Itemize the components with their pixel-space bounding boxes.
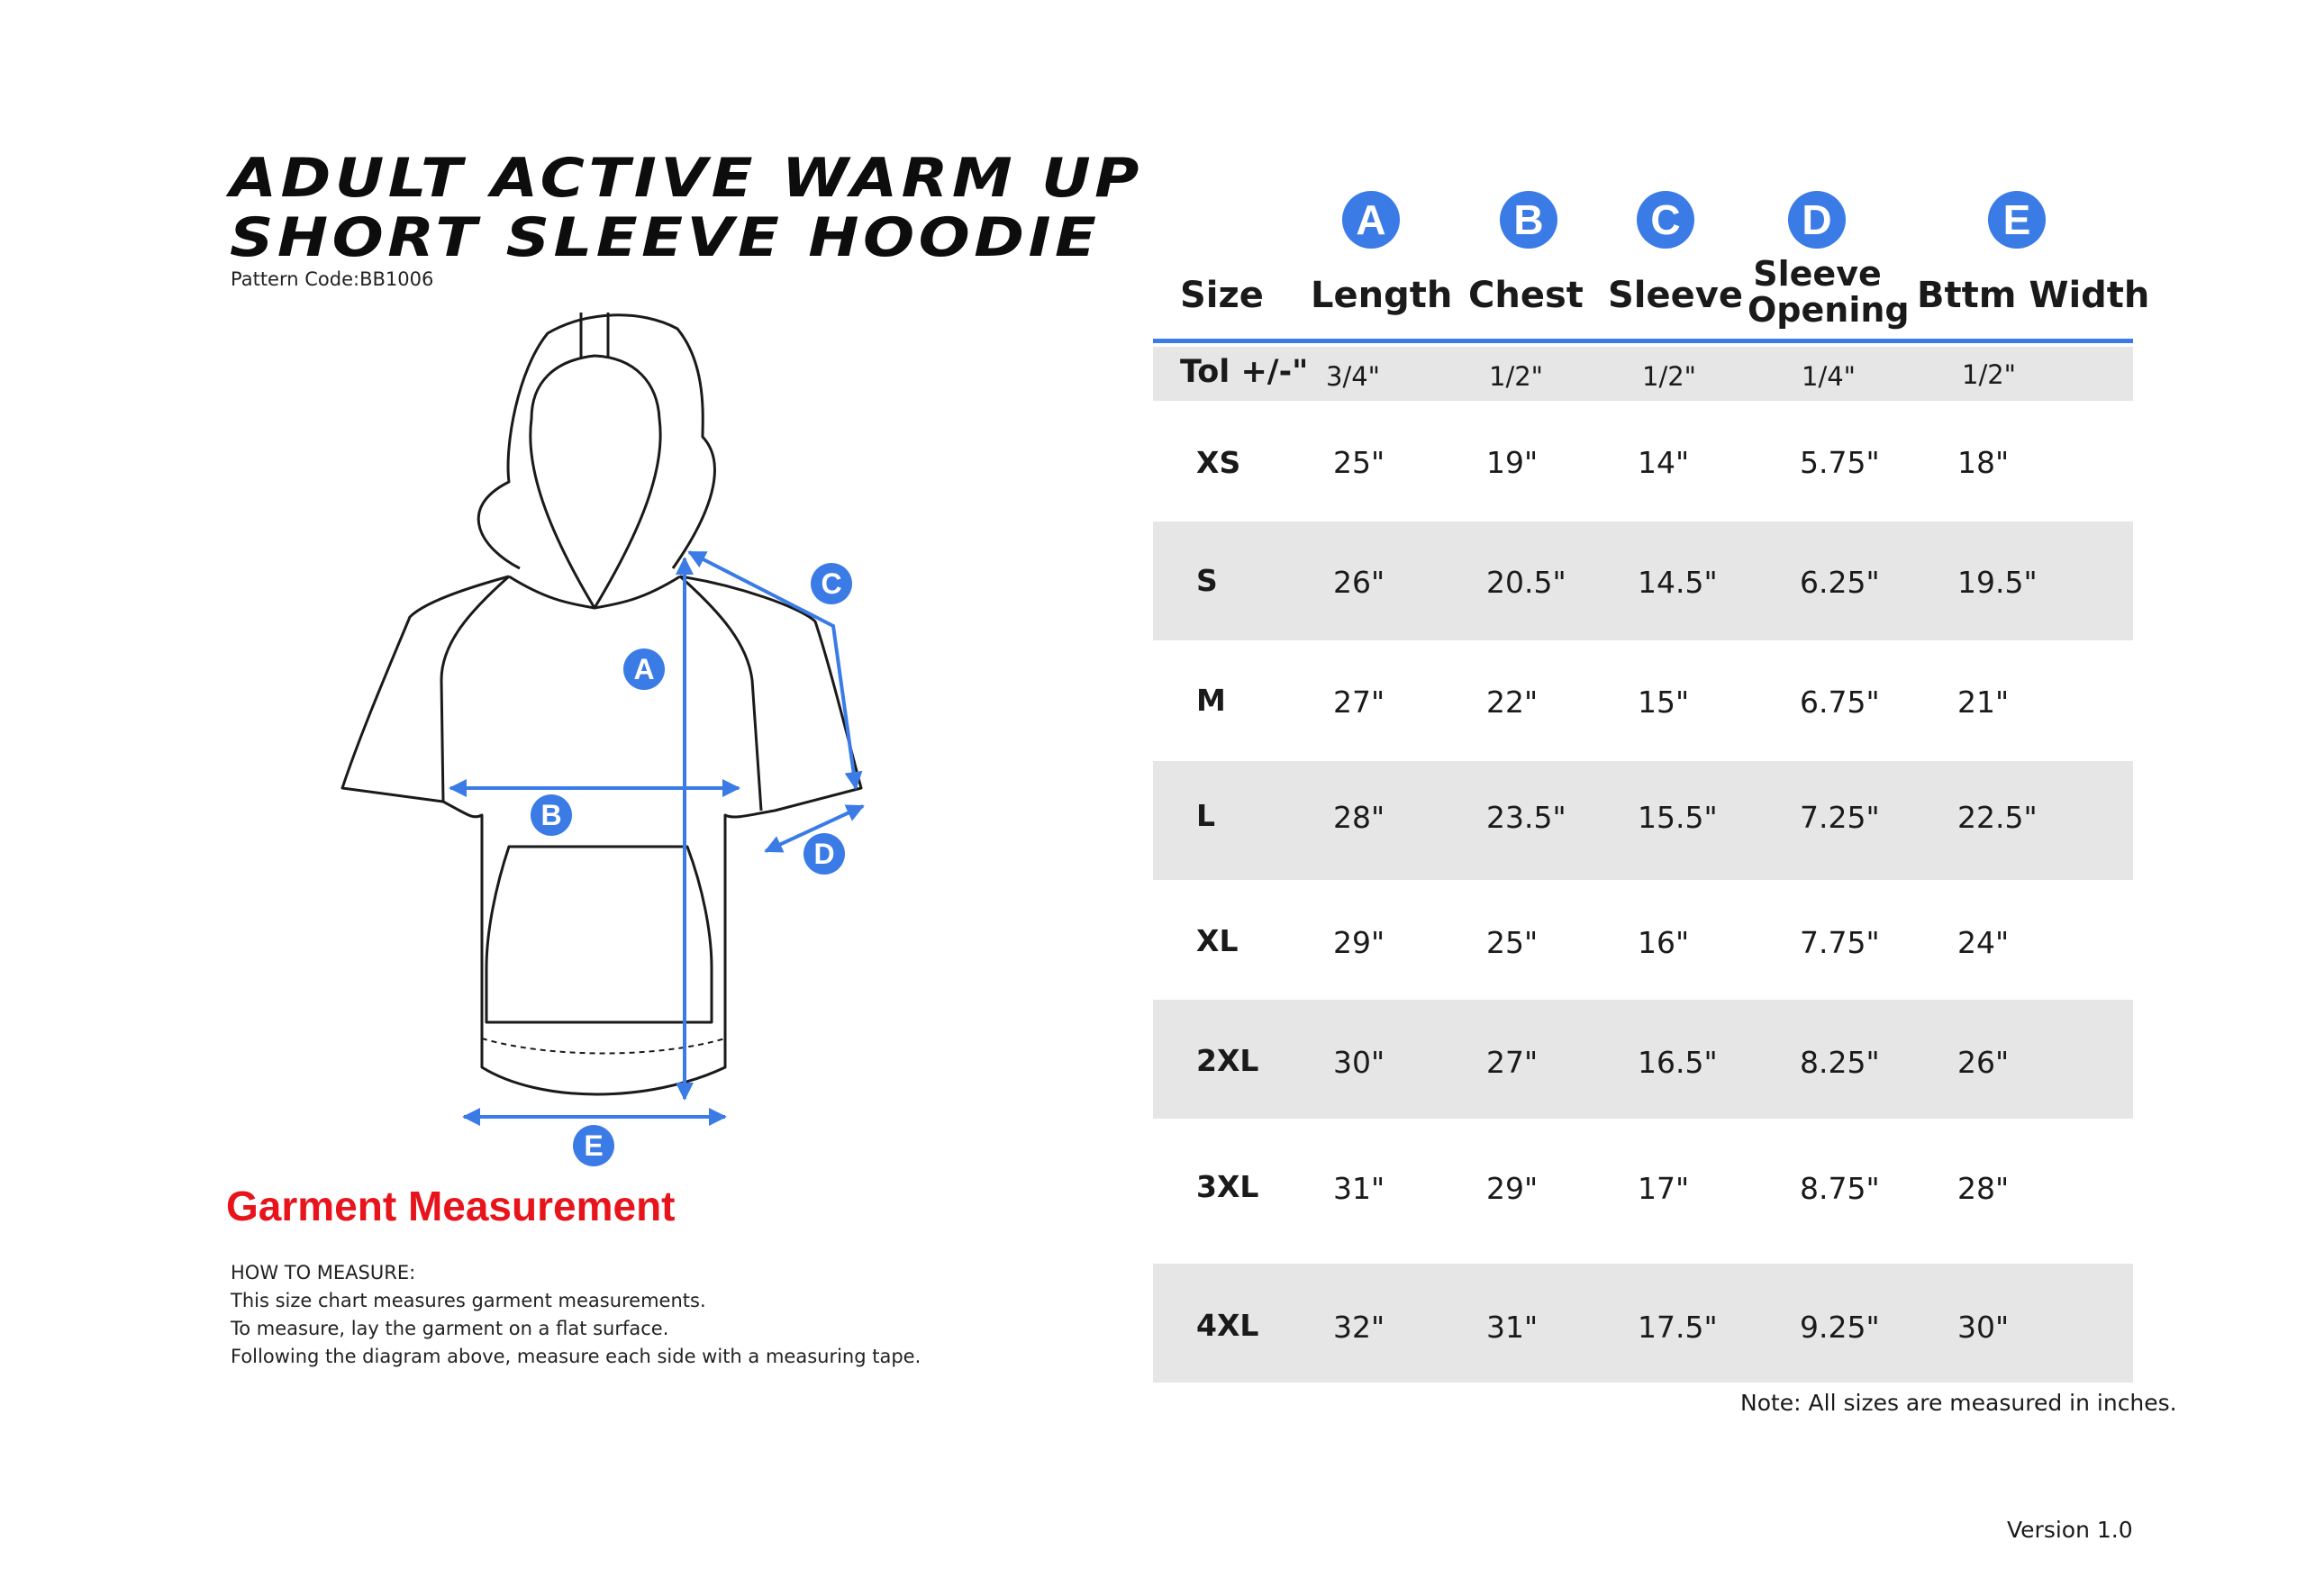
- value-chest: 23.5": [1486, 800, 1566, 835]
- svg-text:E: E: [584, 1129, 604, 1162]
- value-sleeve-opening: 8.25": [1800, 1045, 1880, 1080]
- value-sleeve-opening: 5.75": [1800, 445, 1880, 480]
- hood-face-opening: [531, 356, 660, 608]
- size-label: L: [1196, 798, 1216, 833]
- value-chest: 25": [1486, 925, 1539, 960]
- value-length: 27": [1333, 685, 1385, 720]
- value-length: 31": [1333, 1171, 1385, 1206]
- pattern-code: Pattern Code:BB1006: [231, 268, 434, 290]
- column-letter-e-icon: E: [1988, 191, 2046, 249]
- header-chest: Chest: [1468, 275, 1584, 316]
- svg-text:A: A: [633, 653, 655, 685]
- header-length: Length: [1311, 275, 1453, 316]
- value-chest: 22": [1486, 685, 1539, 720]
- column-letter-b-icon: B: [1500, 191, 1557, 249]
- tolerance-value: 3/4": [1326, 361, 1381, 392]
- title-line-2: SHORT SLEEVE HOODIE: [230, 206, 1101, 269]
- value-sleeve: 16": [1638, 925, 1690, 960]
- size-label: XS: [1196, 445, 1241, 480]
- hem: [482, 1038, 725, 1054]
- value-chest: 31": [1486, 1310, 1539, 1345]
- how-to-line: This size chart measures garment measurements.: [231, 1290, 706, 1311]
- marker-e-icon: [573, 1125, 614, 1166]
- raglan-seam-right: [680, 576, 761, 811]
- value-sleeve: 17": [1638, 1171, 1690, 1206]
- tolerance-value: 1/2": [1489, 361, 1544, 392]
- hood-outer: [478, 315, 714, 568]
- size-label: 2XL: [1196, 1043, 1259, 1078]
- value-sleeve-opening: 7.75": [1800, 925, 1880, 960]
- value-bottom-width: 24": [1957, 925, 2010, 960]
- tolerance-value: 1/2": [1962, 359, 2017, 390]
- size-label: 4XL: [1196, 1308, 1259, 1343]
- kangaroo-pocket: [486, 847, 712, 1022]
- hoodie-diagram: [324, 302, 919, 1171]
- tolerance-value: 1/4": [1802, 361, 1857, 392]
- column-letter-c-icon: C: [1637, 191, 1694, 249]
- value-sleeve: 14": [1638, 445, 1690, 480]
- how-to-heading: HOW TO MEASURE:: [231, 1262, 416, 1283]
- value-bottom-width: 18": [1957, 445, 2010, 480]
- header-sleeve: Sleeve: [1608, 275, 1743, 316]
- value-chest: 27": [1486, 1045, 1539, 1080]
- value-sleeve-opening: 6.25": [1800, 565, 1880, 600]
- header-divider: [1153, 339, 2133, 343]
- marker-d-icon: [803, 833, 845, 875]
- value-length: 32": [1333, 1310, 1385, 1345]
- value-sleeve: 15": [1638, 685, 1690, 720]
- value-bottom-width: 30": [1957, 1310, 2010, 1345]
- tolerance-label: Tol +/-": [1180, 354, 1309, 390]
- body-outline: [342, 576, 861, 1094]
- value-length: 30": [1333, 1045, 1385, 1080]
- value-bottom-width: 19.5": [1957, 565, 2038, 600]
- value-bottom-width: 28": [1957, 1171, 2010, 1206]
- value-sleeve: 17.5": [1638, 1310, 1718, 1345]
- how-to-line: To measure, lay the garment on a flat surface.: [231, 1318, 669, 1339]
- marker-c-icon: [811, 563, 852, 604]
- raglan-seam-left: [441, 576, 509, 802]
- svg-text:C: C: [821, 567, 842, 600]
- value-bottom-width: 21": [1957, 685, 2010, 720]
- size-label: S: [1196, 563, 1218, 598]
- size-label: XL: [1196, 923, 1239, 958]
- value-sleeve-opening: 6.75": [1800, 685, 1880, 720]
- value-bottom-width: 22.5": [1957, 800, 2038, 835]
- value-length: 28": [1333, 800, 1385, 835]
- svg-text:B: B: [540, 799, 562, 831]
- header-bottom-width: Bttm Width: [1917, 275, 2150, 316]
- measurement-guides: [450, 552, 863, 1117]
- column-letter-d-icon: D: [1788, 191, 1846, 249]
- value-sleeve: 14.5": [1638, 565, 1718, 600]
- column-letter-a-icon: A: [1342, 191, 1400, 249]
- value-sleeve-opening: 9.25": [1800, 1310, 1880, 1345]
- version-label: Version 1.0: [2007, 1517, 2133, 1543]
- value-length: 29": [1333, 925, 1385, 960]
- how-to-measure: [231, 1259, 921, 1371]
- size-label: M: [1196, 683, 1226, 718]
- svg-text:D: D: [813, 838, 835, 870]
- marker-b-icon: [531, 794, 572, 836]
- how-to-line: Following the diagram above, measure each side with a measuring tape.: [231, 1346, 921, 1367]
- value-sleeve: 15.5": [1638, 800, 1718, 835]
- size-label: 3XL: [1196, 1169, 1259, 1204]
- value-chest: 29": [1486, 1171, 1539, 1206]
- value-chest: 19": [1486, 445, 1539, 480]
- garment-measurement-heading: Garment Measurement: [226, 1183, 676, 1229]
- measurement-markers: [531, 563, 852, 1166]
- marker-a-icon: [623, 648, 665, 690]
- header-sleeve-opening: [1748, 254, 1910, 330]
- title-line-1: ADULT ACTIVE WARM UP: [230, 147, 1143, 210]
- neckline: [509, 576, 680, 608]
- value-length: 25": [1333, 445, 1385, 480]
- header-size: Size: [1180, 275, 1264, 316]
- value-chest: 20.5": [1486, 565, 1566, 600]
- value-sleeve: 16.5": [1638, 1045, 1718, 1080]
- header-sleeve-opening-line1: Sleeve: [1753, 254, 1882, 294]
- value-length: 26": [1333, 565, 1385, 600]
- tolerance-value: 1/2": [1642, 361, 1697, 392]
- page-title: [230, 149, 1143, 268]
- hoodie-outline: [342, 313, 861, 1094]
- header-sleeve-opening-line2: Opening: [1748, 290, 1910, 330]
- value-sleeve-opening: 8.75": [1800, 1171, 1880, 1206]
- value-bottom-width: 26": [1957, 1045, 2010, 1080]
- inches-note: Note: All sizes are measured in inches.: [1740, 1390, 2177, 1416]
- value-sleeve-opening: 7.25": [1800, 800, 1880, 835]
